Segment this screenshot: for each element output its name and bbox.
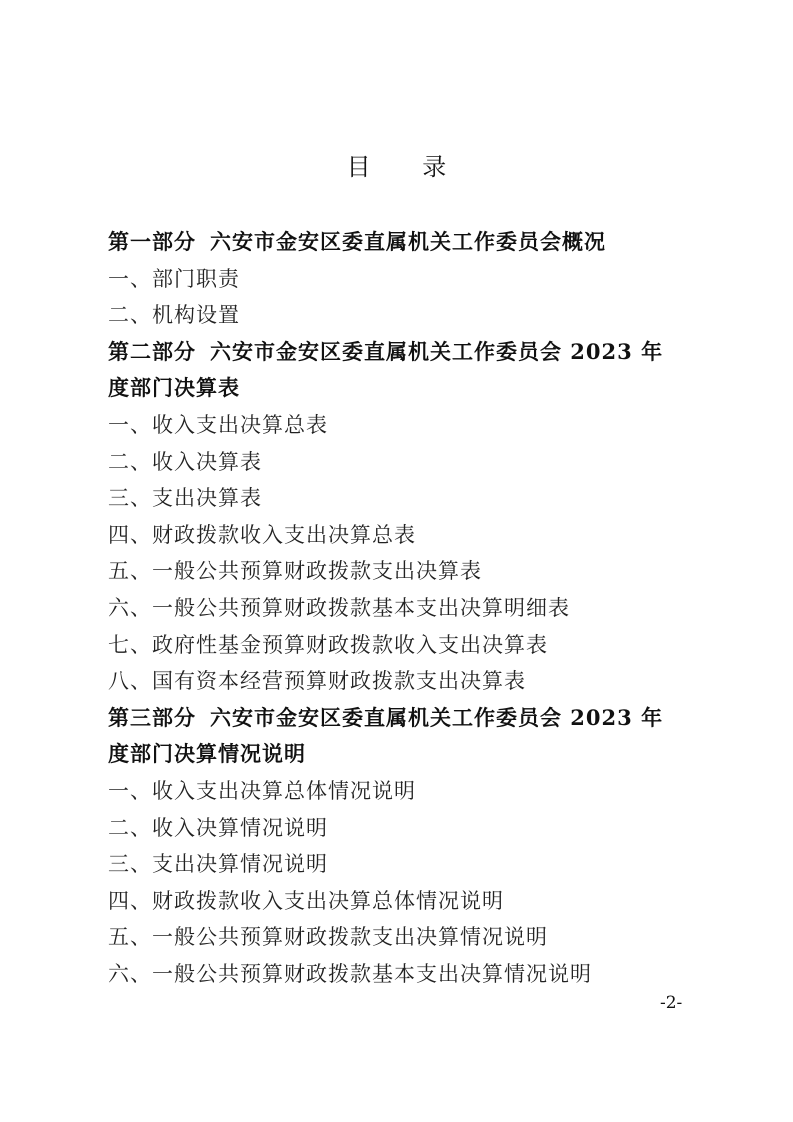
section-part-label: 第一部分 xyxy=(108,229,196,254)
section-title-continuation: 度部门决算表 xyxy=(108,375,240,401)
toc-item[interactable]: 六、一般公共预算财政拨款基本支出决算情况说明 xyxy=(108,961,592,986)
page-number: -2- xyxy=(660,993,683,1013)
toc-item[interactable]: 五、一般公共预算财政拨款支出决算表 xyxy=(108,559,482,584)
page-title: 目 录 xyxy=(346,153,469,181)
section-title: 六安市金安区委直属机关工作委员会 2023 年 xyxy=(210,704,664,730)
toc-item[interactable]: 五、一般公共预算财政拨款支出决算情况说明 xyxy=(108,925,548,950)
toc-item[interactable]: 一、部门职责 xyxy=(108,266,240,291)
toc-item[interactable]: 二、收入决算表 xyxy=(108,449,262,474)
toc-item[interactable]: 二、收入决算情况说明 xyxy=(108,815,328,840)
table-of-contents xyxy=(108,224,694,992)
section-title-continuation: 度部门决算情况说明 xyxy=(108,741,306,767)
section-part-label: 第三部分 xyxy=(108,704,196,730)
toc-item[interactable]: 八、国有资本经营预算财政拨款支出决算表 xyxy=(108,669,526,694)
toc-item[interactable]: 四、财政拨款收入支出决算总体情况说明 xyxy=(108,888,504,913)
section-title: 六安市金安区委直属机关工作委员会 2023 年 xyxy=(210,338,664,364)
section-heading[interactable] xyxy=(108,224,694,261)
toc-item[interactable]: 三、支出决算表 xyxy=(108,486,262,511)
toc-item[interactable]: 七、政府性基金预算财政拨款收入支出决算表 xyxy=(108,632,548,657)
section-title: 六安市金安区委直属机关工作委员会概况 xyxy=(210,229,606,254)
toc-item[interactable]: 四、财政拨款收入支出决算总表 xyxy=(108,522,416,547)
section-part-label: 第二部分 xyxy=(108,338,196,364)
toc-item[interactable]: 六、一般公共预算财政拨款基本支出决算明细表 xyxy=(108,595,570,620)
section-heading[interactable] xyxy=(108,700,694,737)
toc-item[interactable]: 一、收入支出决算总体情况说明 xyxy=(108,778,416,803)
section-heading[interactable] xyxy=(108,334,694,371)
toc-item[interactable]: 三、支出决算情况说明 xyxy=(108,852,328,877)
toc-item[interactable]: 二、机构设置 xyxy=(108,303,240,328)
toc-item[interactable]: 一、收入支出决算总表 xyxy=(108,412,328,437)
